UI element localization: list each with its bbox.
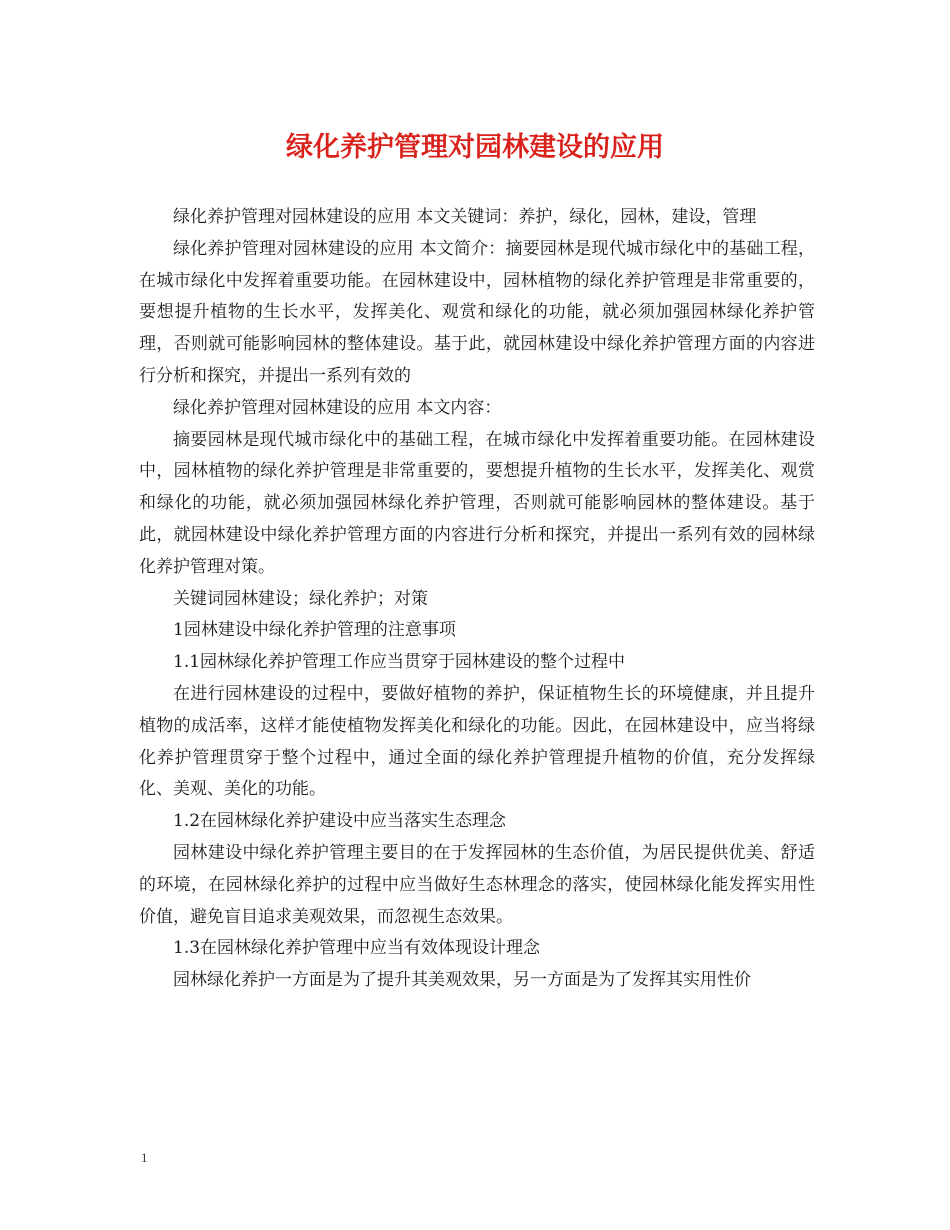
section-heading-1: 1园林建设中绿化养护管理的注意事项 (173, 620, 456, 641)
subsection-heading-1-1: 1.1园林绿化养护管理工作应当贯穿于园林建设的整个过程中 (173, 652, 626, 673)
paragraph-1-3-body: 园林绿化养护一方面是为了提升其美观效果，另一方面是为了发挥其实用性价 (173, 970, 751, 991)
page-number: 1 (141, 1150, 148, 1165)
paragraph-content-heading: 绿化养护管理对园林建设的应用 本文内容： (173, 397, 502, 418)
paragraph-abstract: 摘要园林是现代城市绿化中的基础工程，在城市绿化中发挥着重要功能。在园林建设中，园林植物的绿化养护管理是非常重要的，要想提升植物的生长水平，发挥美化、观赏和绿化的功能，就必须加强园林绿化养护管理，否则就可能影响园林的整体建设。基于此，就园林建设中绿化养护管理方面的内容进行分析和探究，并提出一系列有效的园林绿化养护管理对策。 (139, 429, 815, 577)
paragraph-1-1-body: 在进行园林建设的过程中，要做好植物的养护，保证植物生长的环境健康，并且提升植物的成活率，这样才能使植物发挥美化和绿化的功能。因此，在园林建设中，应当将绿化养护管理贯穿于整个过程中，通过全面的绿化养护管理提升植物的价值，充分发挥绿化、美观、美化的功能。 (139, 683, 815, 800)
paragraph-introduction-summary: 绿化养护管理对园林建设的应用 本文简介：摘要园林是现代城市绿化中的基础工程，在城市绿化中发挥着重要功能。在园林建设中，园林植物的绿化养护管理是非常重要的，要想提升植物的生长水平，发挥美化、观赏和绿化的功能，就必须加强园林绿化养护管理，否则就可能影响园林的整体建设。基于此，就园林建设中绿化养护管理方面的内容进行分析和探究，并提出一系列有效的 (139, 238, 815, 386)
subsection-heading-1-3: 1.3在园林绿化养护管理中应当有效体现设计理念 (173, 938, 541, 959)
subsection-heading-1-2: 1.2在园林绿化养护建设中应当落实生态理念 (173, 811, 507, 832)
document-title: 绿化养护管理对园林建设的应用 (286, 132, 664, 163)
document-body (139, 202, 815, 997)
paragraph-1-2-body: 园林建设中绿化养护管理主要目的在于发挥园林的生态价值，为居民提供优美、舒适的环境，在园林绿化养护的过程中应当做好生态林理念的落实，使园林绿化能发挥实用性价值，避免盲目追求美观效果，而忽视生态效果。 (139, 842, 815, 927)
paragraph-keywords-summary: 绿化养护管理对园林建设的应用 本文关键词：养护，绿化，园林，建设，管理 (173, 207, 757, 227)
paragraph-keywords: 关键词园林建设；绿化养护；对策 (173, 588, 428, 609)
